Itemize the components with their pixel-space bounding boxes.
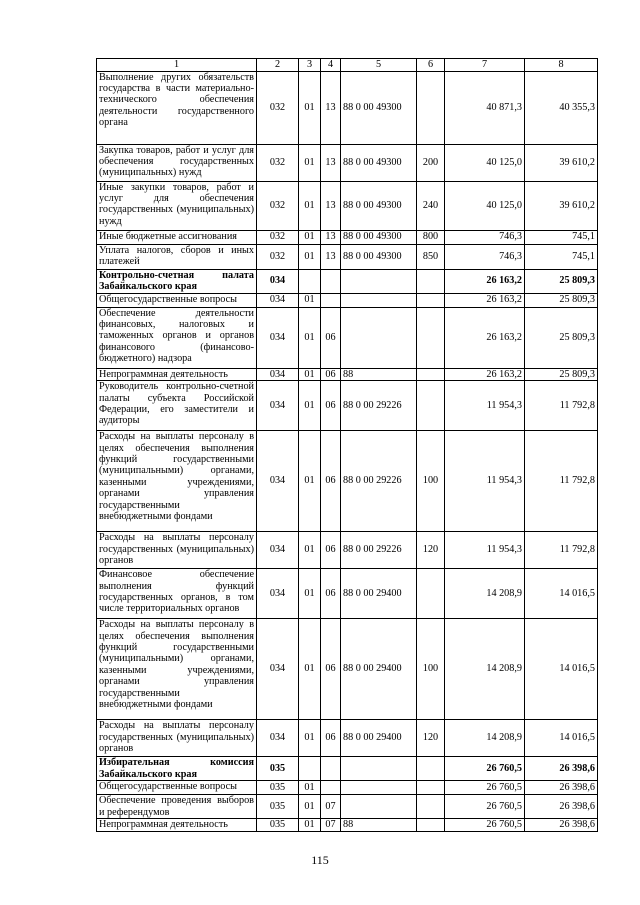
cell-section: 01 bbox=[299, 144, 321, 181]
cell-expense-type bbox=[417, 71, 445, 144]
column-header: 2 bbox=[257, 59, 299, 72]
cell-section: 01 bbox=[299, 532, 321, 569]
cell-target-article: 88 0 00 29226 bbox=[341, 431, 417, 532]
cell-target-article: 88 0 00 49300 bbox=[341, 144, 417, 181]
column-header: 1 bbox=[97, 59, 257, 72]
cell-section: 01 bbox=[299, 795, 321, 819]
cell-section bbox=[299, 757, 321, 781]
column-header: 8 bbox=[525, 59, 598, 72]
cell-target-article: 88 0 00 49300 bbox=[341, 181, 417, 230]
cell-name: Выполнение других обязательств государства в части материально-технического обеспечения деятельности государственного органа bbox=[97, 71, 257, 144]
cell-expense-type: 120 bbox=[417, 720, 445, 757]
cell-name: Иные закупки товаров, работ и услуг для обеспечения государственных (муниципальных) нужд bbox=[97, 181, 257, 230]
table-row bbox=[97, 819, 598, 832]
cell-code: 032 bbox=[257, 71, 299, 144]
cell-code: 032 bbox=[257, 230, 299, 244]
cell-section: 01 bbox=[299, 381, 321, 431]
cell-subsection: 06 bbox=[321, 619, 341, 720]
cell-subsection: 06 bbox=[321, 569, 341, 619]
cell-section: 01 bbox=[299, 781, 321, 795]
cell-subsection: 06 bbox=[321, 431, 341, 532]
cell-section: 01 bbox=[299, 71, 321, 144]
cell-code: 034 bbox=[257, 293, 299, 307]
cell-code: 034 bbox=[257, 532, 299, 569]
cell-code: 035 bbox=[257, 757, 299, 781]
cell-amount-1: 26 163,2 bbox=[445, 269, 525, 293]
cell-amount-2: 26 398,6 bbox=[525, 757, 598, 781]
table-row bbox=[97, 532, 598, 569]
cell-amount-2: 25 809,3 bbox=[525, 293, 598, 307]
table-row bbox=[97, 269, 598, 293]
cell-amount-1: 746,3 bbox=[445, 230, 525, 244]
cell-subsection: 06 bbox=[321, 368, 341, 381]
cell-code: 034 bbox=[257, 381, 299, 431]
cell-expense-type bbox=[417, 819, 445, 832]
cell-target-article: 88 0 00 29400 bbox=[341, 569, 417, 619]
cell-target-article bbox=[341, 307, 417, 368]
cell-name: Непрограммная деятельность bbox=[97, 819, 257, 832]
table-row bbox=[97, 144, 598, 181]
cell-subsection: 13 bbox=[321, 181, 341, 230]
cell-name: Расходы на выплаты персоналу государственных (муниципальных) органов bbox=[97, 532, 257, 569]
cell-expense-type: 240 bbox=[417, 181, 445, 230]
cell-amount-2: 26 398,6 bbox=[525, 795, 598, 819]
cell-subsection: 07 bbox=[321, 795, 341, 819]
cell-expense-type: 120 bbox=[417, 532, 445, 569]
cell-code: 034 bbox=[257, 720, 299, 757]
cell-amount-1: 40 125,0 bbox=[445, 181, 525, 230]
cell-subsection: 06 bbox=[321, 307, 341, 368]
cell-code: 035 bbox=[257, 819, 299, 832]
cell-amount-2: 14 016,5 bbox=[525, 720, 598, 757]
cell-amount-1: 40 871,3 bbox=[445, 71, 525, 144]
cell-subsection: 13 bbox=[321, 71, 341, 144]
cell-amount-2: 11 792,8 bbox=[525, 532, 598, 569]
cell-section: 01 bbox=[299, 720, 321, 757]
cell-target-article bbox=[341, 293, 417, 307]
cell-section: 01 bbox=[299, 819, 321, 832]
table-row bbox=[97, 293, 598, 307]
budget-table bbox=[96, 58, 598, 832]
cell-section: 01 bbox=[299, 244, 321, 269]
cell-subsection: 13 bbox=[321, 144, 341, 181]
cell-expense-type: 850 bbox=[417, 244, 445, 269]
cell-amount-2: 11 792,8 bbox=[525, 431, 598, 532]
cell-subsection bbox=[321, 293, 341, 307]
cell-target-article: 88 0 00 29400 bbox=[341, 619, 417, 720]
cell-section: 01 bbox=[299, 293, 321, 307]
cell-expense-type: 800 bbox=[417, 230, 445, 244]
cell-name: Руководитель контрольно-счетной палаты субъекта Российской Федерации, его заместители и аудиторы bbox=[97, 381, 257, 431]
cell-name: Общегосударственные вопросы bbox=[97, 293, 257, 307]
cell-amount-2: 11 792,8 bbox=[525, 381, 598, 431]
cell-expense-type bbox=[417, 781, 445, 795]
cell-code: 034 bbox=[257, 307, 299, 368]
table-row bbox=[97, 720, 598, 757]
table-row bbox=[97, 244, 598, 269]
cell-name: Избирательная комиссия Забайкальского края bbox=[97, 757, 257, 781]
table-row bbox=[97, 619, 598, 720]
cell-expense-type bbox=[417, 795, 445, 819]
cell-section: 01 bbox=[299, 569, 321, 619]
column-header: 5 bbox=[341, 59, 417, 72]
cell-amount-1: 11 954,3 bbox=[445, 431, 525, 532]
cell-amount-1: 26 760,5 bbox=[445, 819, 525, 832]
column-header: 6 bbox=[417, 59, 445, 72]
cell-name: Обеспечение проведения выборов и референдумов bbox=[97, 795, 257, 819]
cell-code: 034 bbox=[257, 269, 299, 293]
cell-subsection: 06 bbox=[321, 381, 341, 431]
cell-target-article: 88 0 00 49300 bbox=[341, 244, 417, 269]
cell-section bbox=[299, 269, 321, 293]
table-header-row bbox=[97, 59, 598, 72]
table-body bbox=[97, 71, 598, 831]
cell-amount-2: 14 016,5 bbox=[525, 619, 598, 720]
table-row bbox=[97, 71, 598, 144]
cell-amount-1: 26 760,5 bbox=[445, 795, 525, 819]
cell-amount-1: 40 125,0 bbox=[445, 144, 525, 181]
cell-name: Контрольно-счетная палата Забайкальского края bbox=[97, 269, 257, 293]
cell-code: 034 bbox=[257, 619, 299, 720]
cell-expense-type: 100 bbox=[417, 619, 445, 720]
cell-subsection: 07 bbox=[321, 819, 341, 832]
cell-target-article: 88 0 00 29226 bbox=[341, 381, 417, 431]
cell-amount-1: 26 163,2 bbox=[445, 368, 525, 381]
cell-code: 032 bbox=[257, 144, 299, 181]
column-header: 7 bbox=[445, 59, 525, 72]
cell-expense-type bbox=[417, 293, 445, 307]
table-row bbox=[97, 230, 598, 244]
cell-amount-1: 26 163,2 bbox=[445, 293, 525, 307]
cell-subsection: 06 bbox=[321, 720, 341, 757]
cell-section: 01 bbox=[299, 230, 321, 244]
cell-expense-type bbox=[417, 569, 445, 619]
cell-code: 032 bbox=[257, 181, 299, 230]
table-row bbox=[97, 781, 598, 795]
cell-name: Расходы на выплаты персоналу в целях обеспечения выполнения функций государственными (муниципальными) органами, казенными учреждениями, органами управления государственными внебюджетными фондами bbox=[97, 619, 257, 720]
cell-expense-type bbox=[417, 307, 445, 368]
cell-subsection bbox=[321, 757, 341, 781]
cell-code: 032 bbox=[257, 244, 299, 269]
cell-amount-1: 11 954,3 bbox=[445, 532, 525, 569]
cell-amount-2: 745,1 bbox=[525, 230, 598, 244]
cell-name: Иные бюджетные ассигнования bbox=[97, 230, 257, 244]
cell-section: 01 bbox=[299, 307, 321, 368]
table-row bbox=[97, 757, 598, 781]
cell-target-article bbox=[341, 757, 417, 781]
cell-name: Общегосударственные вопросы bbox=[97, 781, 257, 795]
cell-amount-2: 25 809,3 bbox=[525, 307, 598, 368]
cell-target-article bbox=[341, 795, 417, 819]
cell-amount-1: 14 208,9 bbox=[445, 619, 525, 720]
cell-section: 01 bbox=[299, 619, 321, 720]
cell-amount-1: 746,3 bbox=[445, 244, 525, 269]
table-row bbox=[97, 569, 598, 619]
cell-subsection: 13 bbox=[321, 244, 341, 269]
table-row bbox=[97, 795, 598, 819]
cell-expense-type bbox=[417, 368, 445, 381]
cell-section: 01 bbox=[299, 368, 321, 381]
cell-amount-2: 39 610,2 bbox=[525, 144, 598, 181]
cell-name: Уплата налогов, сборов и иных платежей bbox=[97, 244, 257, 269]
cell-amount-2: 14 016,5 bbox=[525, 569, 598, 619]
cell-expense-type bbox=[417, 757, 445, 781]
cell-amount-2: 745,1 bbox=[525, 244, 598, 269]
cell-expense-type bbox=[417, 381, 445, 431]
cell-code: 034 bbox=[257, 569, 299, 619]
cell-name: Обеспечение деятельности финансовых, налоговых и таможенных органов и органов финансового (финансово-бюджетного) надзора bbox=[97, 307, 257, 368]
cell-subsection: 13 bbox=[321, 230, 341, 244]
cell-name: Непрограммная деятельность bbox=[97, 368, 257, 381]
cell-name: Финансовое обеспечение выполнения функций государственных органов, в том числе территориальных органов bbox=[97, 569, 257, 619]
cell-amount-1: 26 760,5 bbox=[445, 757, 525, 781]
column-header: 3 bbox=[299, 59, 321, 72]
cell-name: Расходы на выплаты персоналу в целях обеспечения выполнения функций государственными (муниципальными) органами, казенными учреждениями, органами управления государственными внебюджетными фондами bbox=[97, 431, 257, 532]
page-number: 115 bbox=[311, 853, 329, 867]
cell-amount-1: 26 163,2 bbox=[445, 307, 525, 368]
table-row bbox=[97, 431, 598, 532]
cell-amount-2: 26 398,6 bbox=[525, 819, 598, 832]
cell-amount-1: 11 954,3 bbox=[445, 381, 525, 431]
cell-amount-1: 26 760,5 bbox=[445, 781, 525, 795]
table-row bbox=[97, 307, 598, 368]
cell-amount-2: 39 610,2 bbox=[525, 181, 598, 230]
cell-name: Закупка товаров, работ и услуг для обеспечения государственных (муниципальных) нужд bbox=[97, 144, 257, 181]
cell-target-article: 88 0 00 29226 bbox=[341, 532, 417, 569]
cell-code: 035 bbox=[257, 781, 299, 795]
cell-amount-2: 25 809,3 bbox=[525, 269, 598, 293]
cell-expense-type: 200 bbox=[417, 144, 445, 181]
cell-name: Расходы на выплаты персоналу государственных (муниципальных) органов bbox=[97, 720, 257, 757]
cell-subsection: 06 bbox=[321, 532, 341, 569]
cell-amount-2: 26 398,6 bbox=[525, 781, 598, 795]
cell-subsection bbox=[321, 781, 341, 795]
column-header: 4 bbox=[321, 59, 341, 72]
cell-section: 01 bbox=[299, 431, 321, 532]
cell-target-article bbox=[341, 269, 417, 293]
cell-expense-type: 100 bbox=[417, 431, 445, 532]
table-row bbox=[97, 368, 598, 381]
cell-code: 035 bbox=[257, 795, 299, 819]
cell-target-article bbox=[341, 781, 417, 795]
cell-subsection bbox=[321, 269, 341, 293]
cell-amount-2: 25 809,3 bbox=[525, 368, 598, 381]
table-row bbox=[97, 381, 598, 431]
cell-expense-type bbox=[417, 269, 445, 293]
table-row bbox=[97, 181, 598, 230]
cell-target-article: 88 bbox=[341, 368, 417, 381]
cell-code: 034 bbox=[257, 368, 299, 381]
cell-target-article: 88 0 00 49300 bbox=[341, 230, 417, 244]
cell-amount-1: 14 208,9 bbox=[445, 569, 525, 619]
cell-target-article: 88 bbox=[341, 819, 417, 832]
cell-code: 034 bbox=[257, 431, 299, 532]
cell-section: 01 bbox=[299, 181, 321, 230]
cell-amount-2: 40 355,3 bbox=[525, 71, 598, 144]
cell-target-article: 88 0 00 49300 bbox=[341, 71, 417, 144]
cell-amount-1: 14 208,9 bbox=[445, 720, 525, 757]
cell-target-article: 88 0 00 29400 bbox=[341, 720, 417, 757]
